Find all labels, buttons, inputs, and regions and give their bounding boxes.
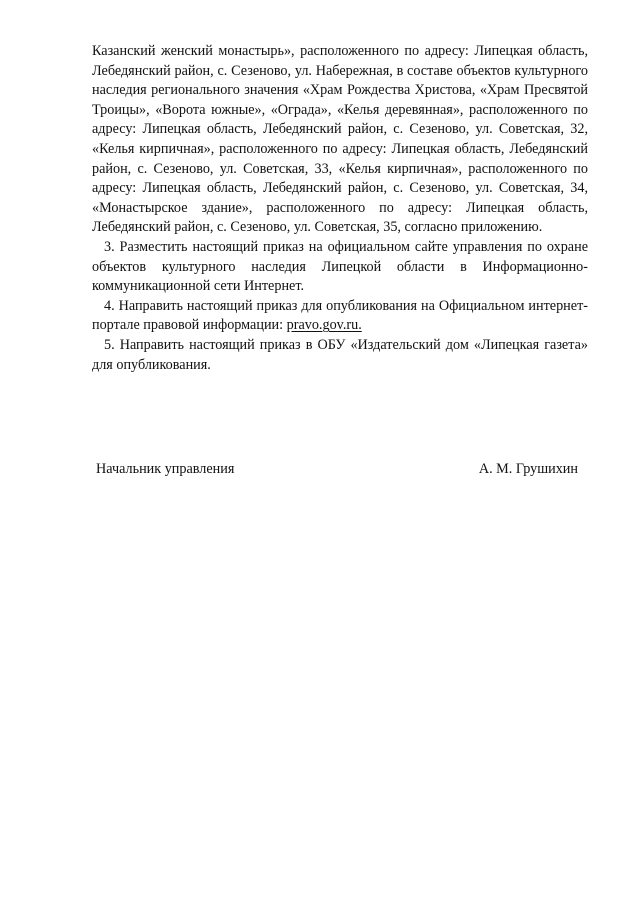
signature-position: Начальник управления	[96, 461, 235, 477]
paragraph-item-5: 5. Направить настоящий приказ в ОБУ «Издательский дом «Липецкая газета» для опубликования.	[92, 336, 588, 373]
paragraph-item-4	[92, 297, 588, 336]
document-body	[92, 42, 588, 375]
item-4-text: 4. Направить настоящий приказ для опубликования на Официальном интернет-портале правовой информации:	[92, 297, 588, 334]
signature-name: А. М. Грушихин	[478, 461, 578, 477]
paragraph-continuation: Казанский женский монастырь», расположенного по адресу: Липецкая область, Лебедянский район, с. Сезеново, ул. Набережная, в составе объектов культурного наследия регионального значения «Храм Рождества Христова, «Храм Пресвятой Троицы», «Ворота южные», «Ограда», «Келья деревянная», расположенного по адресу: Липецкая область, Лебедянский район, с. Сезеново, ул. Советская, 32, «Келья кирпичная», расположенного по адресу: Липецкая область, Лебедянский район, с. Сезеново, ул. Советская, 33, «Келья кирпичная», расположенного по адресу: Липецкая область, Лебедянский район, с. Сезеново, ул. Советская, 34, «Монастырское здание», расположенного по адресу: Липецкая область, Лебедянский район, с. Сезеново, ул. Советская, 35, согласно приложению.	[92, 43, 588, 236]
pravo-gov-link[interactable]: pravo.gov.ru.	[286, 317, 362, 334]
paragraph-item-3: 3. Разместить настоящий приказ на официальном сайте управления по охране объектов культурного наследия Липецкой области в Информационно-коммуникационной сети Интернет.	[92, 238, 588, 295]
signature-block	[96, 460, 578, 480]
